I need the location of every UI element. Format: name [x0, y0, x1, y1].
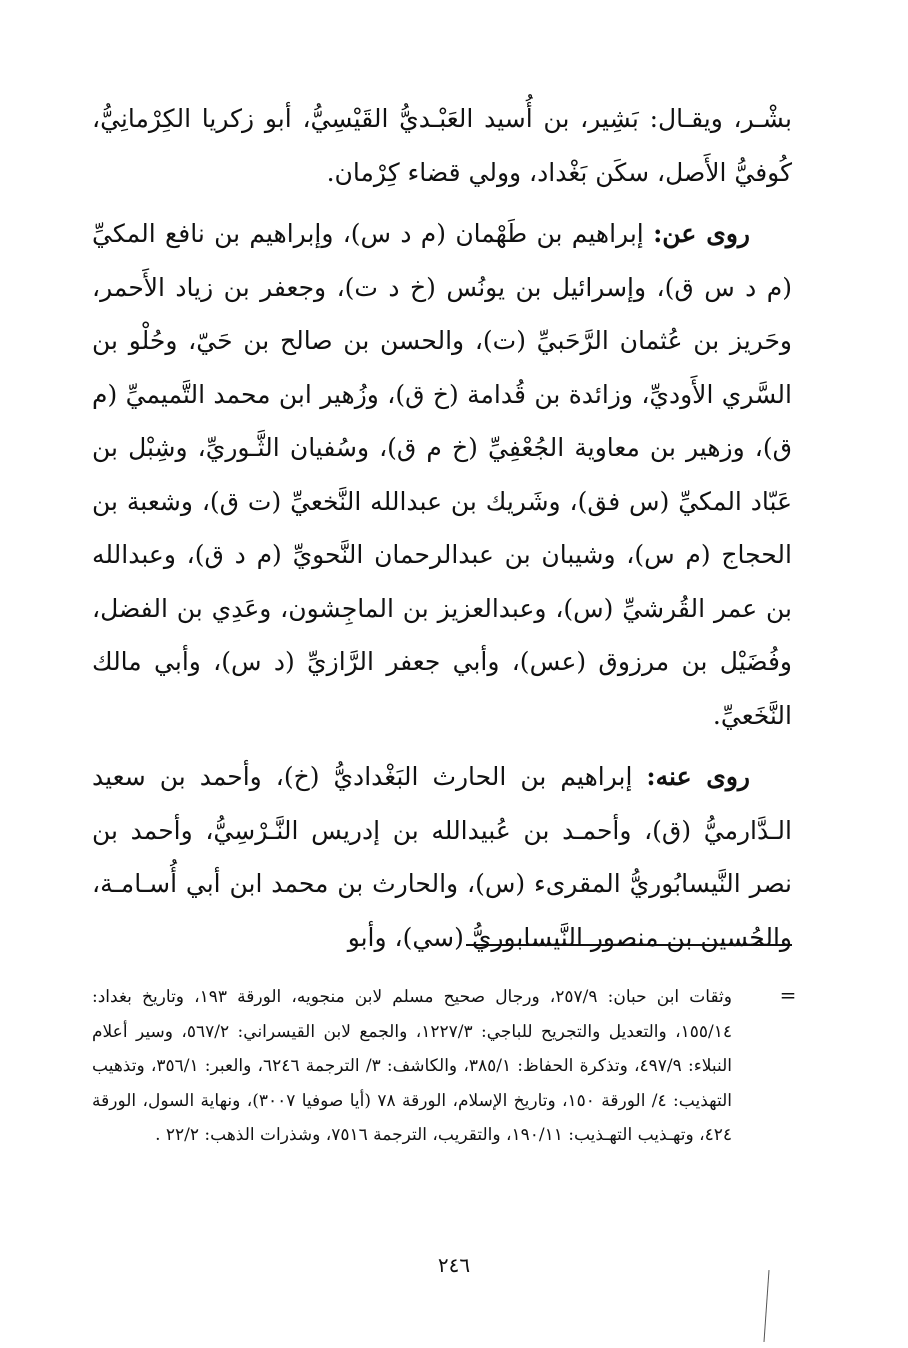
narrated-from-text: إبراهيم بن طَهْمان (م د س)، وإبراهيم بن نافع المكيِّ (م د س ق)، وإسرائيل بن يونُس (خ د ت)، وجعفر بن زياد الأَحمر، وحَريز بن عُثمان الرَّحَبيِّ (ت)، والحسن بن صالح بن حَيّ، وحُلْو بن السَّري الأَوديِّ، وزائدة بن قُدامة (خ ق)، وزُهير ابن محمد التَّميميِّ (م ق)، وزهير بن معاوية الجُعْفِيِّ (خ م ق)، وسُفيان الثَّـوريِّ، وشِبْل بن عَبّاد المكيِّ (س فق)، وشَريك بن عبدالله النَّخعيِّ (ت ق)، وشعبة بن الحجاج (م س)، وشيبان بن عبدالرحمان النَّحويِّ (م د ق)، وعبدالله بن عمر القُرشيِّ (س)، وعبدالعزيز بن الماجِشون، وعَدِي بن الفضل، وفُضَيْل بن مرزوق (عس)، وأبي جعفر الرَّازيِّ (د س)، وأبي مالك النَّخَعيِّ.: [92, 219, 792, 730]
narrated-by-text: إبراهيم بن الحارث البَغْداديُّ (خ)، وأحمد بن سعيد الـدَّارميُّ (ق)، وأحمـد بن عُبيدالله بن إدريس النَّـرْسِيُّ، وأحمد بن نصر النَّيسابُوريُّ المقرىء (س)، والحارث بن محمد ابن أبي أُسـامـة، والحُسين بن منصور النَّيسابوريُّ (سي)، وأبو: [92, 762, 792, 952]
paragraph-name: [92, 92, 792, 199]
footnote-separator: [466, 944, 792, 946]
paragraph-name-text: بشْـر، ويقـال: بَشِير، بن أُسيد العَبْـديُّ القَيْسِيُّ، أبو زكريا الكِرْمانِيُّ، كُوفيُّ الأَصل، سكَن بَغْداد، وولي قضاء كِرْمان.: [92, 104, 792, 187]
narrated-by-heading: روى عنه:: [646, 762, 751, 791]
narrated-from-heading: روى عن:: [653, 219, 751, 248]
footnote-text: وثقات ابن حبان: ٢٥٧/٩، ورجال صحيح مسلم لابن منجويه، الورقة ١٩٣، وتاريخ بغداد: ١٥٥/١٤، والتعديل والتجريح للباجي: ١٢٢٧/٣، والجمع لابن القيسراني: ٥٦٧/٢، وسير أعلام النبلاء: ٤٩٧/٩، وتذكرة الحفاظ: ٣٨٥/١، والكاشف: ٣/ الترجمة ٦٢٤٦، والعبر: ٣٥٦/١، وتذهيب التهذيب: ٤/ الورقة ١٥٠، وتاريخ الإسلام، الورقة ٧٨ (أيا صوفيا ٣٠٠٧)، ونهاية السول، الورقة ٤٢٤، وتهـذيب التهـذيب: ١٩٠/١١، والتقريب، الترجمة ٧٥١٦، وشذرات الذهب: ٢٢/٢ .: [92, 987, 733, 1145]
paragraph-narrated-by: [92, 750, 792, 964]
margin-pen-mark: [763, 1270, 769, 1342]
paragraph-narrated-from: [92, 207, 792, 742]
main-text: [92, 92, 792, 972]
footnote-continuation-marker: =: [779, 983, 797, 1007]
page-number: ٢٤٦: [437, 1253, 471, 1277]
